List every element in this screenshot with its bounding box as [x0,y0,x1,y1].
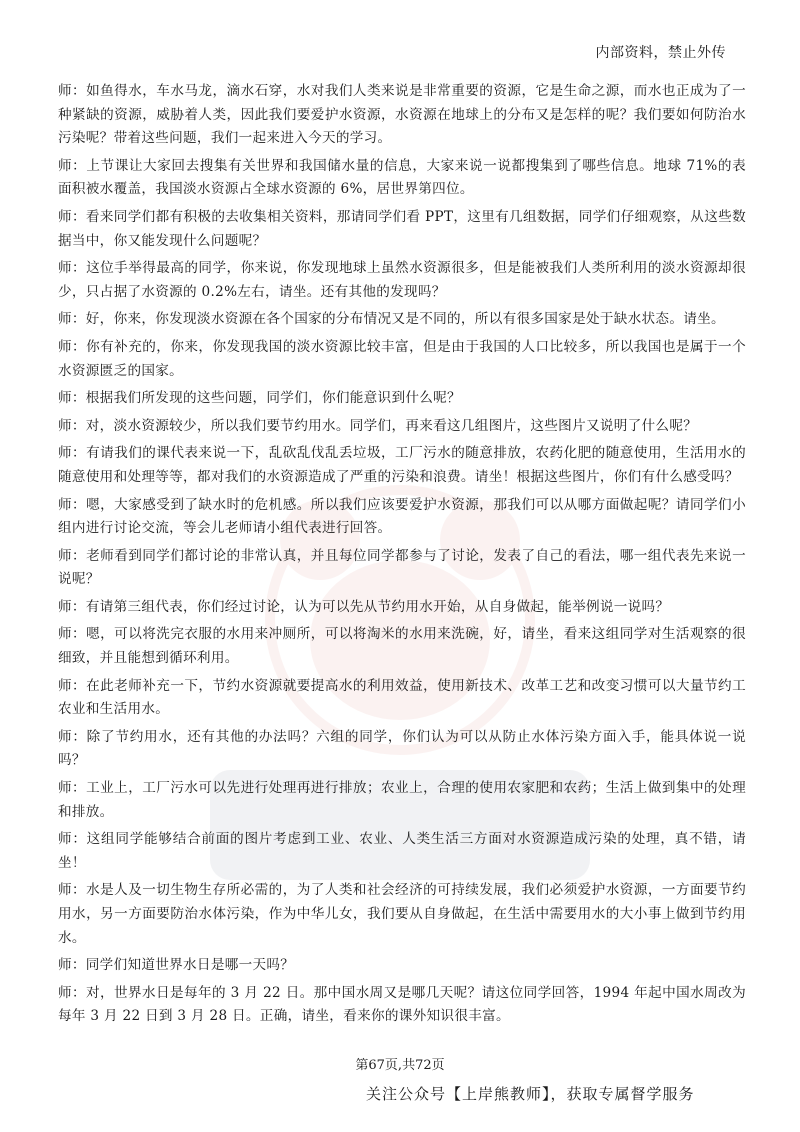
paragraph: 师：你有补充的，你来，你发现我国的淡水资源比较丰富，但是由于我国的人口比较多，所以我国也是属于一个水资源匮乏的国家。 [58,338,746,379]
confidential-note: 内部资料，禁止外传 [595,45,726,61]
paragraph: 师：这组同学能够结合前面的图片考虑到工业、农业、人类生活三方面对水资源造成污染的处理，真不错，请坐！ [58,831,746,871]
paragraph: 师：有请第三组代表，你们经过讨论，认为可以先从节约用水开始，从自身做起，能举例说一说吗？ [58,598,670,615]
paragraph: 师：有请我们的课代表来说一下，乱砍乱伐乱丢垃圾，工厂污水的随意排放，农药化肥的随意使用，生活用水的随意使用和处理等等，都对我们的水资源造成了严重的污染和浪费。请坐！根据这些图片，你们有什么感受吗？ [58,445,746,485]
paragraph: 师：在此老师补充一下，节约水资源就要提高水的利用效益，使用新技术、改革工艺和改变习惯可以大量节约工农业和生活用水。 [58,677,746,718]
paragraph: 师：对，淡水资源较少，所以我们要节约用水。同学们，再来看这几组图片，这些图片又说明了什么呢？ [58,417,698,434]
paragraph: 师：同学们知道世界水日是哪一天吗？ [58,957,295,974]
paragraph: 师：看来同学们都有积极的去收集相关资料，那请同学们看 PPT，这里有几组数据，同学们仔细观察，从这些数据当中，你又能发现什么问题呢？ [58,208,746,249]
document-body [58,80,746,1033]
paragraph: 师：好，你来，你发现淡水资源在各个国家的分布情况又是不同的，所以有很多国家是处于缺水状态。请坐。 [58,311,725,328]
paragraph: 师：嗯，大家感受到了缺水时的危机感。所以我们应该要爱护水资源，那我们可以从哪方面做起呢？请同学们小组内进行讨论交流，等会儿老师请小组代表进行回答。 [58,496,746,537]
paragraph: 师：根据我们所发现的这些问题，同学们，你们能意识到什么呢？ [58,390,461,407]
paragraph: 师：除了节约用水，还有其他的办法吗？六组的同学，你们认为可以从防止水体污染方面入手，能具体说一说吗？ [58,728,746,769]
paragraph: 师：对，世界水日是每年的 3 月 22 日。那中国水周又是哪几天呢？请这位同学回答，1994 年起中国水周改为每年 3 月 22 日到 3 月 28 日。正确，请坐，看来你的课外知识很丰富。 [58,984,746,1025]
paragraph: 师：水是人及一切生物生存所必需的，为了人类和社会经济的可持续发展，我们必须爱护水资源，一方面要节约用水，另一方面要防治水体污染，作为中华儿女，我们要从自身做起，在生活中需要用水的大小事上做到节约用水。 [58,882,746,946]
paragraph: 师：工业上，工厂污水可以先进行处理再进行排放；农业上，合理的使用农家肥和农药；生活上做到集中的处理和排放。 [58,780,746,820]
paragraph: 师：上节课让大家回去搜集有关世界和我国储水量的信息，大家来说一说都搜集到了哪些信息。地球 71%的表面积被水覆盖，我国淡水资源占全球水资源的 6%，居世界第四位。 [58,157,746,198]
paragraph: 师：老师看到同学们都讨论的非常认真，并且每位同学都参与了讨论，发表了自己的看法，哪一组代表先来说一说呢？ [58,547,746,588]
paragraph: 师：这位手举得最高的同学，你来说，你发现地球上虽然水资源很多，但是能被我们人类所利用的淡水资源却很少，只占据了水资源的 0.2%左右，请坐。还有其他的发现吗？ [58,260,746,300]
page-number: 第67页,共72页 [355,1058,445,1073]
paragraph: 师：如鱼得水，车水马龙，滴水石穿，水对我们人类来说是非常重要的资源，它是生命之源，而水也正成为了一种紧缺的资源，威胁着人类，因此我们要爱护水资源，水资源在地球上的分布又是怎样的呢？我们要如何防治水污染呢？带着这些问题，我们一起来进入今天的学习。 [58,83,746,147]
paragraph: 师：嗯，可以将洗完衣服的水用来冲厕所，可以将淘米的水用来洗碗，好，请坐，看来这组同学对生活观察的很细致，并且能想到循环利用。 [58,626,746,667]
footer-promo: 关注公众号【上岸熊教师】，获取专属督学服务 [366,1085,695,1103]
